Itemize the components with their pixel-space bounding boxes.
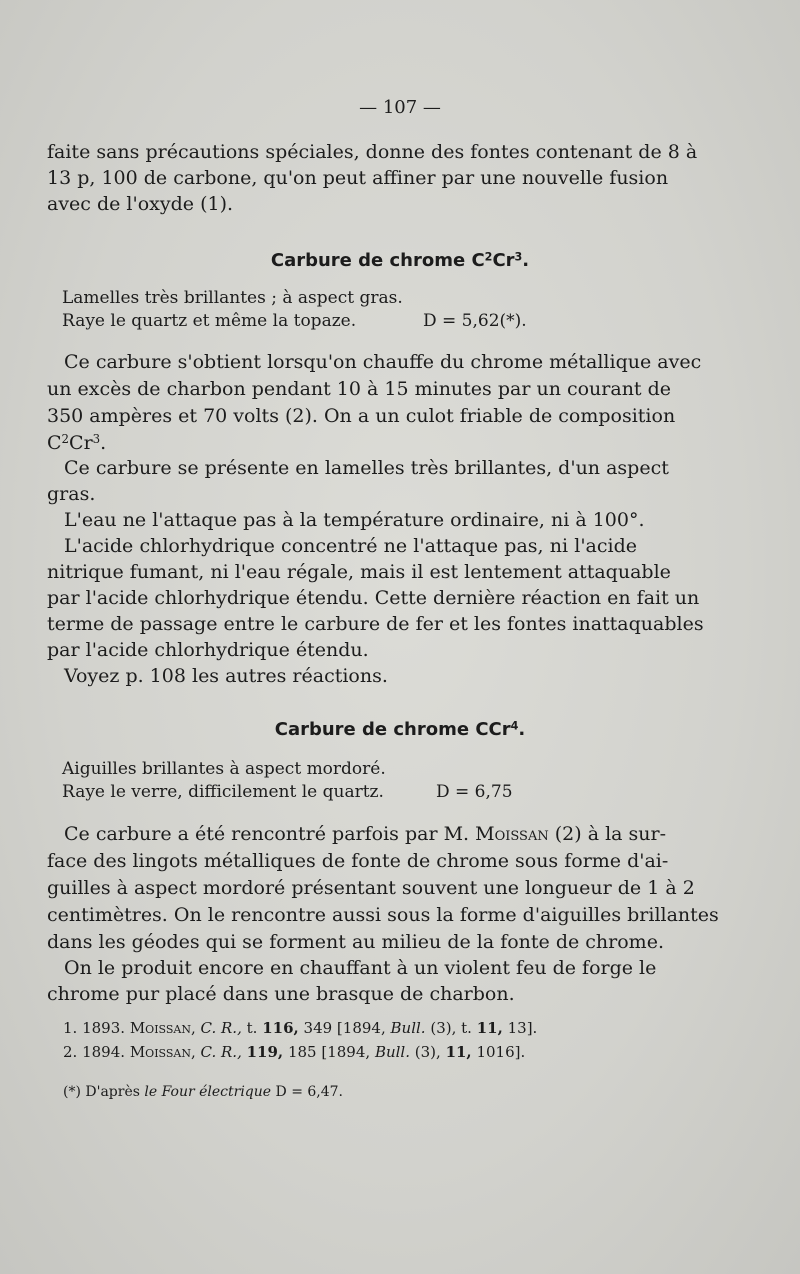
density-value: D = 5,62(*). — [423, 311, 527, 331]
text-line: nitrique fumant, ni l'eau régale, mais il est lentement attaquable — [47, 561, 671, 583]
text-line: faite sans précautions spéciales, donne des fontes contenant de 8 à — [47, 141, 698, 163]
page-number: — 107 — — [359, 97, 441, 118]
section-heading: Carbure de chrome CCr$^4$. — [274, 719, 526, 740]
density-value: D = 6,75 — [436, 782, 513, 802]
property-line: Raye le quartz et même la topaze. — [62, 311, 357, 331]
text-line: Ce carbure se présente en lamelles très brillantes, d'un aspect — [64, 457, 669, 479]
property-line: Raye le verre, difficilement le quartz. — [62, 782, 384, 802]
footnote: 1. 1893. Moissan, C. R., t. 116, 349 [1894, Bull. (3), t. 11, 13]. — [63, 1019, 538, 1037]
text-line: par l'acide chlorhydrique étendu. — [47, 639, 369, 661]
footnote: 2. 1894. Moissan, C. R., 119, 185 [1894, Bull. (3), 11, 1016]. — [63, 1043, 526, 1061]
chemical-formula: $C^2Cr^3$. — [47, 432, 107, 454]
text-line: 350 ampères et 70 volts (2). On a un culot friable de composition — [47, 405, 676, 427]
text-line: avec de l'oxyde (1). — [47, 193, 234, 215]
text-line: un excès de charbon pendant 10 à 15 minutes par un courant de — [47, 378, 672, 400]
text-line: gras. — [47, 483, 96, 505]
property-line: Aiguilles brillantes à aspect mordoré. — [62, 759, 386, 779]
text-line: dans les géodes qui se forment au milieu de la fonte de chrome. — [47, 931, 664, 953]
text-line: L'eau ne l'attaque pas à la température ordinaire, ni à 100°. — [64, 509, 645, 531]
text-line: chrome pur placé dans une brasque de charbon. — [47, 983, 515, 1005]
text-line: Ce carbure a été rencontré parfois par M. Moissan (2) à la sur- — [64, 823, 667, 845]
text-line: centimètres. On le rencontre aussi sous la forme d'aiguilles brillantes — [47, 904, 719, 926]
text-line: guilles à aspect mordoré présentant souvent une longueur de 1 à 2 — [47, 877, 695, 899]
text-line: On le produit encore en chauffant à un violent feu de forge le — [64, 957, 657, 979]
star-footnote: (*) D'après le Four électrique D = 6,47. — [63, 1084, 344, 1100]
text-line: terme de passage entre le carbure de fer et les fontes inattaquables — [47, 613, 704, 635]
text-line: Ce carbure s'obtient lorsqu'on chauffe du chrome métallique avec — [64, 351, 702, 373]
section-heading: Carbure de chrome $C^2Cr^3$. — [270, 250, 530, 271]
text-line: L'acide chlorhydrique concentré ne l'attaque pas, ni l'acide — [64, 535, 637, 557]
property-line: Lamelles très brillantes ; à aspect gras. — [62, 288, 403, 308]
author-name: Moissan — [475, 823, 549, 845]
text-line: face des lingots métalliques de fonte de chrome sous forme d'ai- — [47, 850, 669, 872]
text-line: par l'acide chlorhydrique étendu. Cette dernière réaction en fait un — [47, 587, 700, 609]
text-line: Voyez p. 108 les autres réactions. — [64, 665, 388, 687]
text-line: 13 p, 100 de carbone, qu'on peut affiner par une nouvelle fusion — [47, 167, 669, 189]
